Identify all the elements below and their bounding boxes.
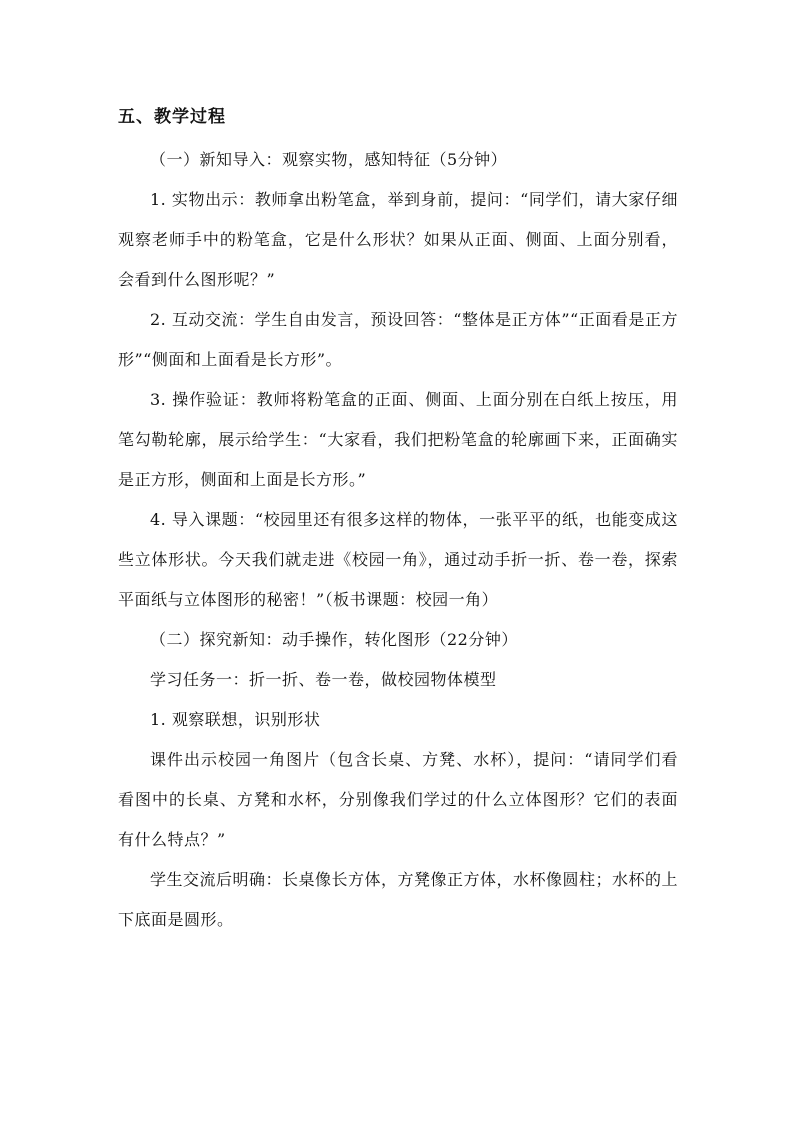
- subsection-heading-1: （一）新知导入：观察实物，感知特征（5分钟）: [150, 150, 508, 169]
- task-conclusion-paragraph: 学生交流后明确：长桌像长方体，方凳像正方体，水杯像圆柱；水杯的上下底面是圆形。: [118, 870, 679, 929]
- section-heading: 五、教学过程: [118, 107, 226, 127]
- document-body: [118, 100, 678, 940]
- task-heading: 学习任务一：折一折、卷一卷，做校园物体模型: [150, 670, 497, 689]
- step-2-paragraph: 2. 互动交流：学生自由发言，预设回答：“整体是正方体”“正面看是正方形”“侧面和上面看是长方形”。: [118, 310, 678, 369]
- step-4-paragraph: 4. 导入课题：“校园里还有很多这样的物体，一张平平的纸，也能变成这些立体形状。今天我们就走进《校园一角》，通过动手折一折、卷一卷，探索平面纸与立体图形的秘密！”（板书课题：校园一角）: [118, 510, 678, 609]
- task-step-heading: 1. 观察联想，识别形状: [150, 710, 321, 729]
- task-prompt-paragraph: 课件出示校园一角图片（包含长桌、方凳、水杯），提问：“请同学们看看图中的长桌、方凳和水杯，分别像我们学过的什么立体图形？它们的表面有什么特点？”: [118, 750, 678, 849]
- step-3-paragraph: 3. 操作验证：教师将粉笔盒的正面、侧面、上面分别在白纸上按压，用笔勾勒轮廓，展示给学生：“大家看，我们把粉笔盒的轮廓画下来，正面确实是正方形，侧面和上面是长方形。”: [118, 390, 678, 489]
- step-1-paragraph: 1. 实物出示：教师拿出粉笔盒，举到身前，提问：“同学们，请大家仔细观察老师手中的粉笔盒，它是什么形状？如果从正面、侧面、上面分别看，会看到什么图形呢？”: [118, 190, 678, 289]
- subsection-heading-2: （二）探究新知：动手操作，转化图形（22分钟）: [150, 630, 518, 649]
